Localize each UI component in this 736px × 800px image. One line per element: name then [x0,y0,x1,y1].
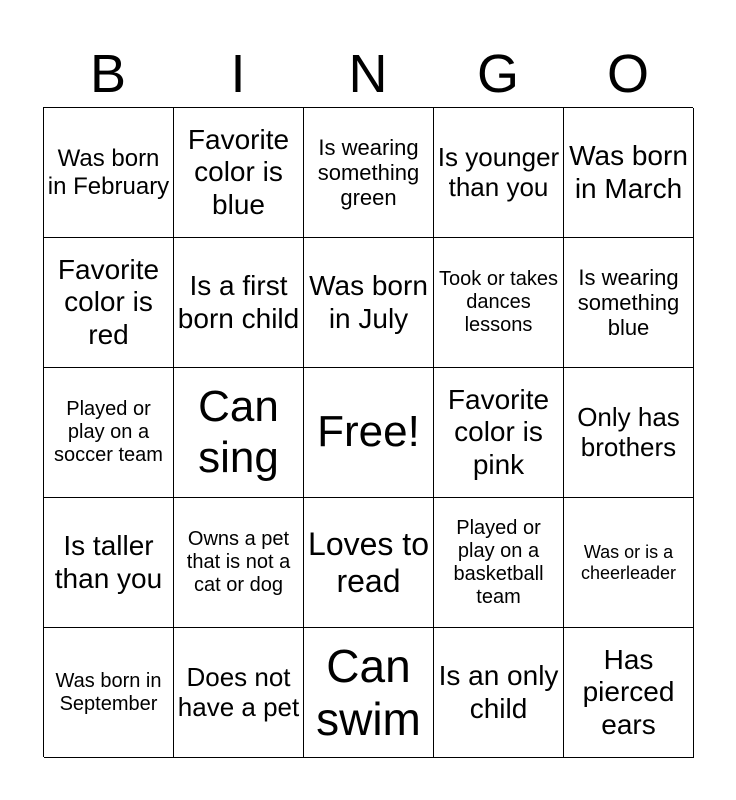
cell-text: Owns a pet that is not a cat or dog [186,528,291,596]
bingo-cell[interactable] [434,108,564,238]
bingo-cell[interactable] [564,368,694,498]
bingo-cell[interactable] [434,238,564,368]
bingo-cell[interactable] [174,108,304,238]
cell-text: Favorite color is pink [447,384,550,480]
bingo-cell[interactable] [174,238,304,368]
cell-text: Does not have a pet [177,661,300,722]
header-letter-g: G [476,44,519,104]
cell-text: Was born in July [309,270,428,334]
bingo-cell[interactable] [564,628,694,758]
cell-text: Loves to read [308,525,429,599]
bingo-cell[interactable] [174,368,304,498]
bingo-cell[interactable] [564,238,694,368]
cell-text: Has pierced ears [582,644,675,740]
bingo-cell[interactable] [434,498,564,628]
bingo-cell[interactable] [174,628,304,758]
cell-text: Took or takes dances lessons [439,268,558,336]
cell-text: Only has brothers [577,401,680,462]
bingo-cell[interactable] [44,628,174,758]
cell-text: Is an only child [438,660,559,724]
bingo-cell[interactable] [304,238,434,368]
header-letter-b: B [89,44,127,104]
header-letter-i: I [230,44,246,104]
bingo-cell[interactable] [44,238,174,368]
cell-text: Can swim [316,639,421,745]
cell-text: Played or play on a soccer team [54,398,163,466]
cell-text: Played or play on a basketball team [453,516,544,608]
bingo-cell[interactable] [564,498,694,628]
header-letter-o: O [606,44,649,104]
cell-text: Is younger than you [437,141,560,202]
cell-text: Favorite color is blue [187,124,290,220]
bingo-cell[interactable] [304,628,434,758]
cell-text: Was born in March [569,140,688,204]
bingo-cell[interactable] [304,498,434,628]
bingo-cell[interactable] [304,368,434,498]
header-letter-n: N [348,44,388,104]
cell-text: Is wearing something green [317,134,420,211]
cell-text: Was born in February [47,144,170,200]
cell-text: Favorite color is red [57,254,160,350]
cell-text: Was or is a cheerleader [580,541,677,583]
bingo-cell[interactable] [174,498,304,628]
cell-text: Is a first born child [177,270,300,334]
cell-text: Is wearing something blue [577,264,680,341]
bingo-cell[interactable] [434,368,564,498]
cell-text: Was born in September [55,669,162,715]
free-space-text: Free! [317,407,420,457]
bingo-cell[interactable] [44,108,174,238]
bingo-header [43,40,693,108]
bingo-cell[interactable] [44,368,174,498]
bingo-card-grid [43,107,693,757]
cell-text: Can sing [198,381,279,482]
bingo-cell[interactable] [44,498,174,628]
bingo-cell[interactable] [564,108,694,238]
bingo-cell[interactable] [304,108,434,238]
cell-text: Is taller than you [54,530,163,594]
bingo-cell[interactable] [434,628,564,758]
